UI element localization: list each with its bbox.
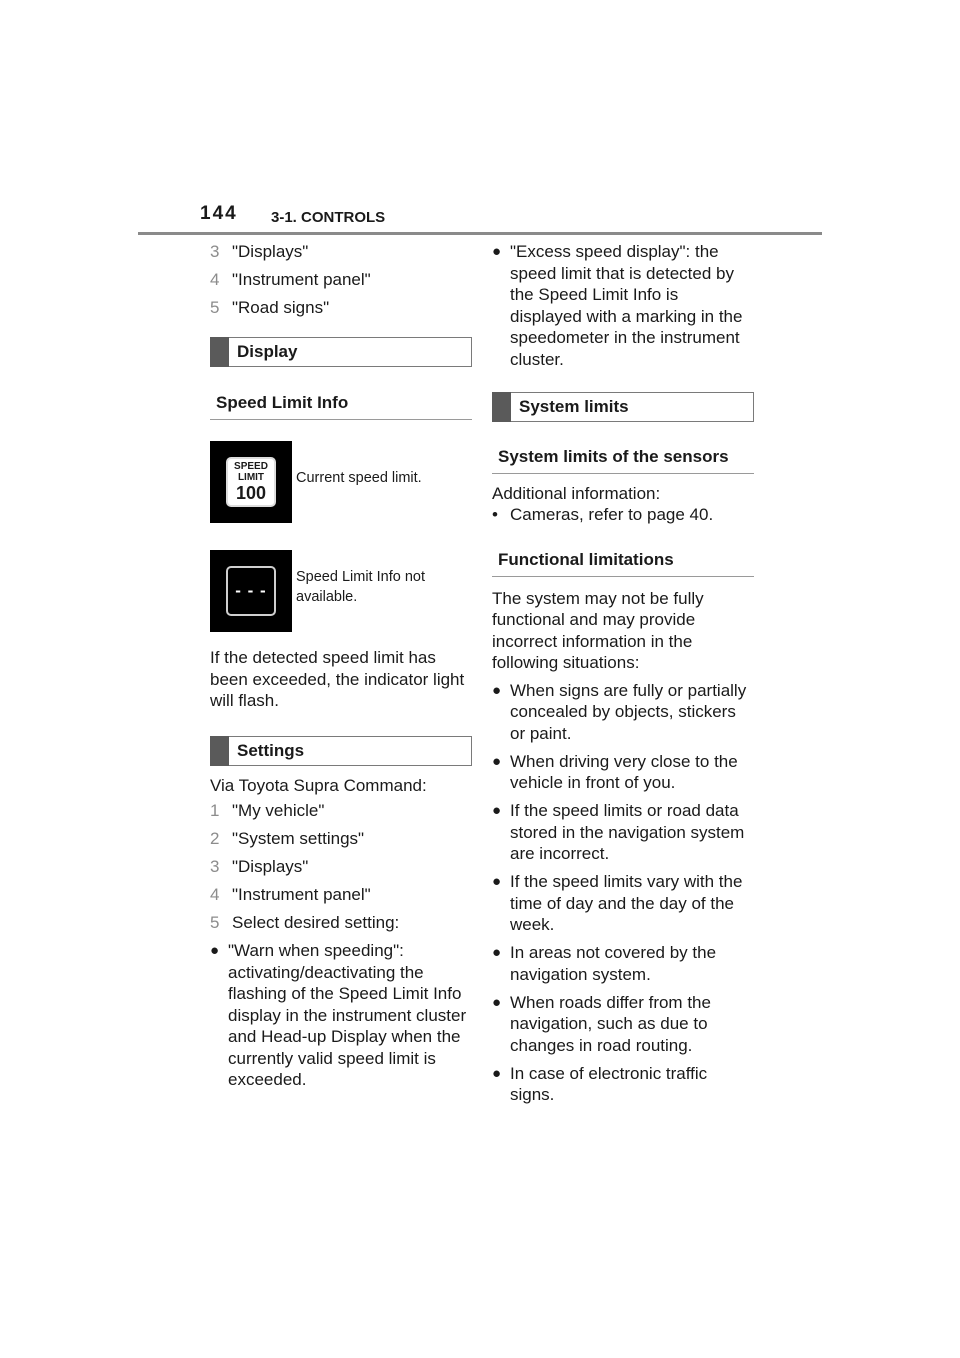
sensors-heading: System limits of the sensors: [492, 444, 754, 474]
speed-limit-info-heading: Speed Limit Info: [210, 390, 472, 420]
system-limits-heading: System limits: [492, 392, 754, 422]
page-number: 144: [200, 203, 238, 224]
list-item: ● "Excess speed display": the speed limit that is detected by the Speed Limit Info is displayed with a marking in the speedometer in the instrument cluster.: [492, 242, 743, 369]
display-heading: Display: [210, 337, 472, 367]
sign-not-available: [210, 550, 472, 632]
bullet-icon: ●: [492, 1064, 502, 1082]
step-item: 5 "Road signs": [210, 298, 330, 317]
bullet-icon: ●: [492, 243, 502, 260]
bullet-icon: ●: [492, 752, 502, 770]
list-item: ● If the speed limits or road data stored in the navigation system are incorrect.: [492, 801, 745, 863]
step-item: 4 "Instrument panel": [210, 885, 371, 904]
exceeded-paragraph: If the detected speed limit has been exceeded, the indicator light will flash.: [210, 648, 465, 710]
step-item: 5 Select desired setting:: [210, 913, 400, 932]
bullet-icon: ●: [492, 993, 502, 1011]
bullet-icon: •: [492, 505, 498, 524]
step-item: 3 "Displays": [210, 857, 309, 876]
settings-heading: Settings: [210, 736, 472, 766]
list-item: ● When driving very close to the vehicle in front of you.: [492, 751, 738, 792]
bullet-icon: ●: [210, 942, 220, 959]
speed-limit-sign-icon: SPEED LIMIT 100: [210, 441, 292, 523]
right-column: [492, 241, 754, 1112]
list-item: ● When signs are fully or partially concealed by objects, stickers or paint.: [492, 680, 747, 743]
section-title: 3-1. CONTROLS: [271, 209, 386, 226]
step-item: 3 "Displays": [210, 242, 309, 261]
heading-bar: [210, 736, 229, 766]
sign-current-speed: [210, 441, 472, 523]
bullet-icon: ●: [492, 944, 502, 961]
functional-intro: The system may not be fully functional and may provide incorrect information in the following situations:: [492, 588, 704, 672]
bullet-icon: ●: [492, 681, 502, 699]
list-item: ● If the speed limits vary with the time of day and the day of the week.: [492, 872, 743, 934]
functional-limitations-heading: Functional limitations: [492, 547, 754, 577]
sign-caption: Speed Limit Info not available.: [296, 569, 425, 605]
left-column: [210, 241, 472, 1097]
list-item: • Cameras, refer to page 40.: [492, 505, 714, 524]
via-command-text: Via Toyota Supra Command:: [210, 775, 427, 795]
step-item: 4 "Instrument panel": [210, 270, 371, 289]
header-divider: [138, 232, 822, 235]
step-item: 1 "My vehicle": [210, 801, 325, 820]
list-item: ● In case of electronic traffic signs.: [492, 1063, 708, 1104]
list-item: ● In areas not covered by the navigation system.: [492, 943, 717, 984]
sign-caption: Current speed limit.: [296, 470, 422, 486]
step-item: 2 "System settings": [210, 829, 365, 848]
additional-info-text: Additional information:: [492, 483, 661, 503]
heading-bar: [492, 392, 511, 422]
speed-limit-unavailable-icon: - - -: [210, 550, 292, 632]
heading-bar: [210, 337, 229, 367]
bullet-icon: ●: [492, 802, 502, 819]
list-item: ● "Warn when speeding": activating/deactivating the flashing of the Speed Limit Info display in the instrument cluster and Head-up Display when the currently valid speed limit is exceeded.: [210, 941, 467, 1089]
bullet-icon: ●: [492, 873, 502, 890]
list-item: ● When roads differ from the navigation, such as due to changes in road routing.: [492, 992, 711, 1055]
